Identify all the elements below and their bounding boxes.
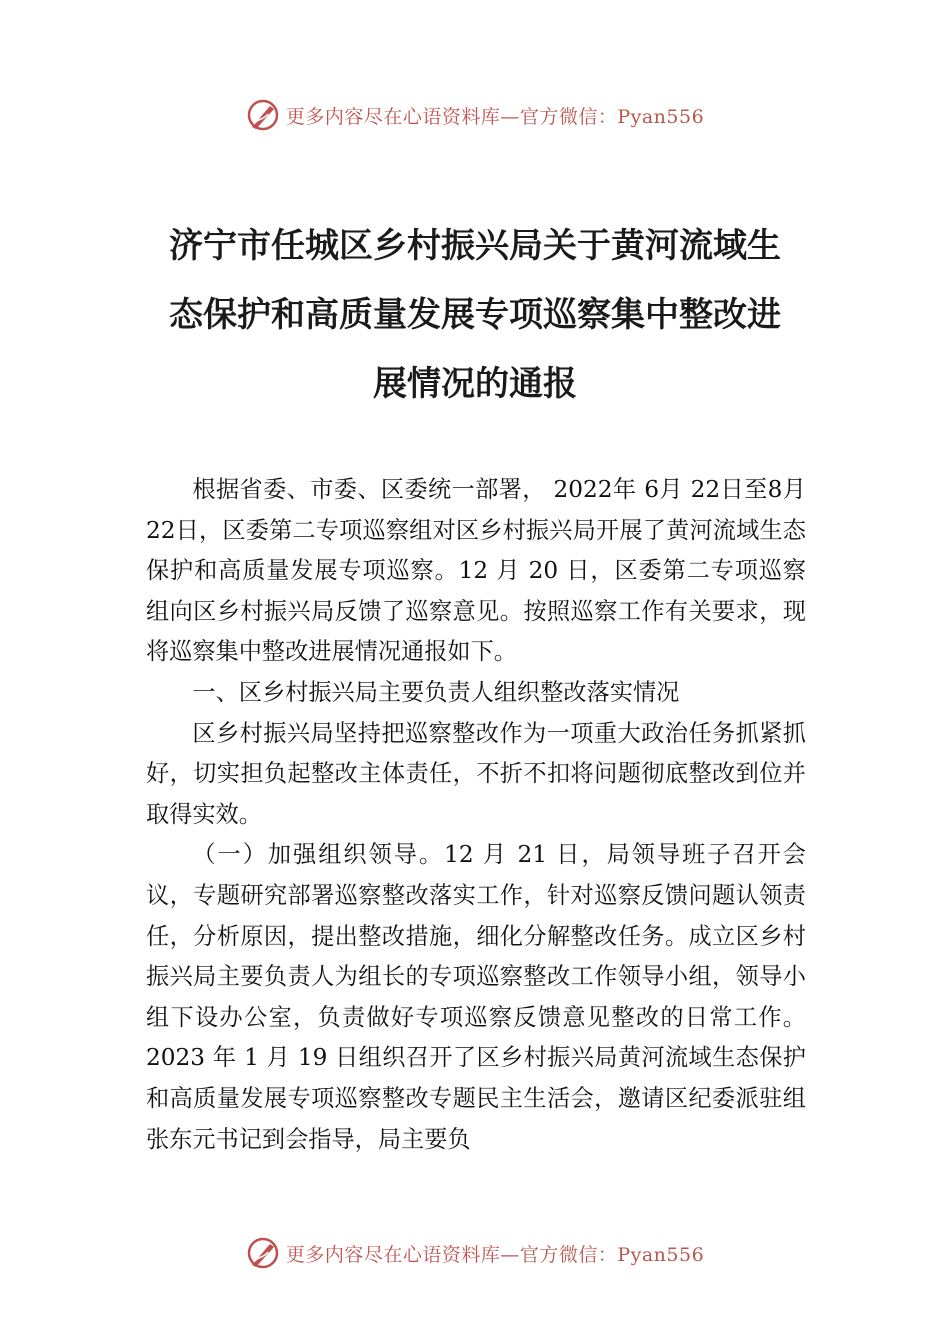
banner-main-text: 更多内容尽在心语资料库	[285, 1243, 501, 1266]
section-heading-1: 一、区乡村振兴局主要负责人组织整改落实情况	[192, 678, 680, 706]
banner-separator: —	[500, 1243, 520, 1266]
banner-text	[286, 1240, 704, 1267]
banner-wechat: 官方微信：Pyan556	[519, 1243, 705, 1266]
document-body	[146, 470, 806, 1160]
title-line-3: 展情况的通报	[373, 364, 577, 404]
paragraph-intro: 根据省委、市委、区委统一部署， 2022年 6月 22日至8月 22日，区委第二专项巡察组对区乡村振兴局开展了黄河流域生态保护和高质量发展专项巡察。12 月 20 日，区委第二专项巡察组向区乡村振兴局反馈了巡察意见。按照巡察工作有关要求，现将巡察集中整改进展情况通报如下。	[146, 476, 806, 666]
paragraph-2: 区乡村振兴局坚持把巡察整改作为一项重大政治任务抓紧抓好，切实担负起整改主体责任，不折不扣将问题彻底整改到位并取得实效。	[146, 719, 806, 828]
pen-logo-icon	[246, 98, 280, 132]
title-line-2: 态保护和高质量发展专项巡察集中整改进	[169, 295, 781, 335]
banner-main-text: 更多内容尽在心语资料库	[285, 105, 501, 128]
banner-separator: —	[500, 105, 520, 128]
document-title	[130, 212, 820, 419]
footer-banner	[0, 1233, 950, 1273]
banner-text	[286, 102, 704, 129]
title-line-1: 济宁市任城区乡村振兴局关于黄河流域生	[169, 226, 781, 266]
paragraph-3: （一）加强组织领导。12 月 21 日，局领导班子召开会议，专题研究部署巡察整改落实工作，针对巡察反馈问题认领责任，分析原因，提出整改措施，细化分解整改任务。成立区乡村振兴局主要负责人为组长的专项巡察整改工作领导小组，领导小组下设办公室，负责做好专项巡察反馈意见整改的日常工作。2023 年 1 月 19 日组织召开了区乡村振兴局黄河流域生态保护和高质量发展专项巡察整改专题民主生活会，邀请区纪委派驻组张东元书记到会指导，局主要负	[146, 841, 806, 1153]
pen-logo-icon	[246, 1236, 280, 1270]
banner-wechat: 官方微信：Pyan556	[519, 105, 705, 128]
header-banner	[0, 95, 950, 135]
